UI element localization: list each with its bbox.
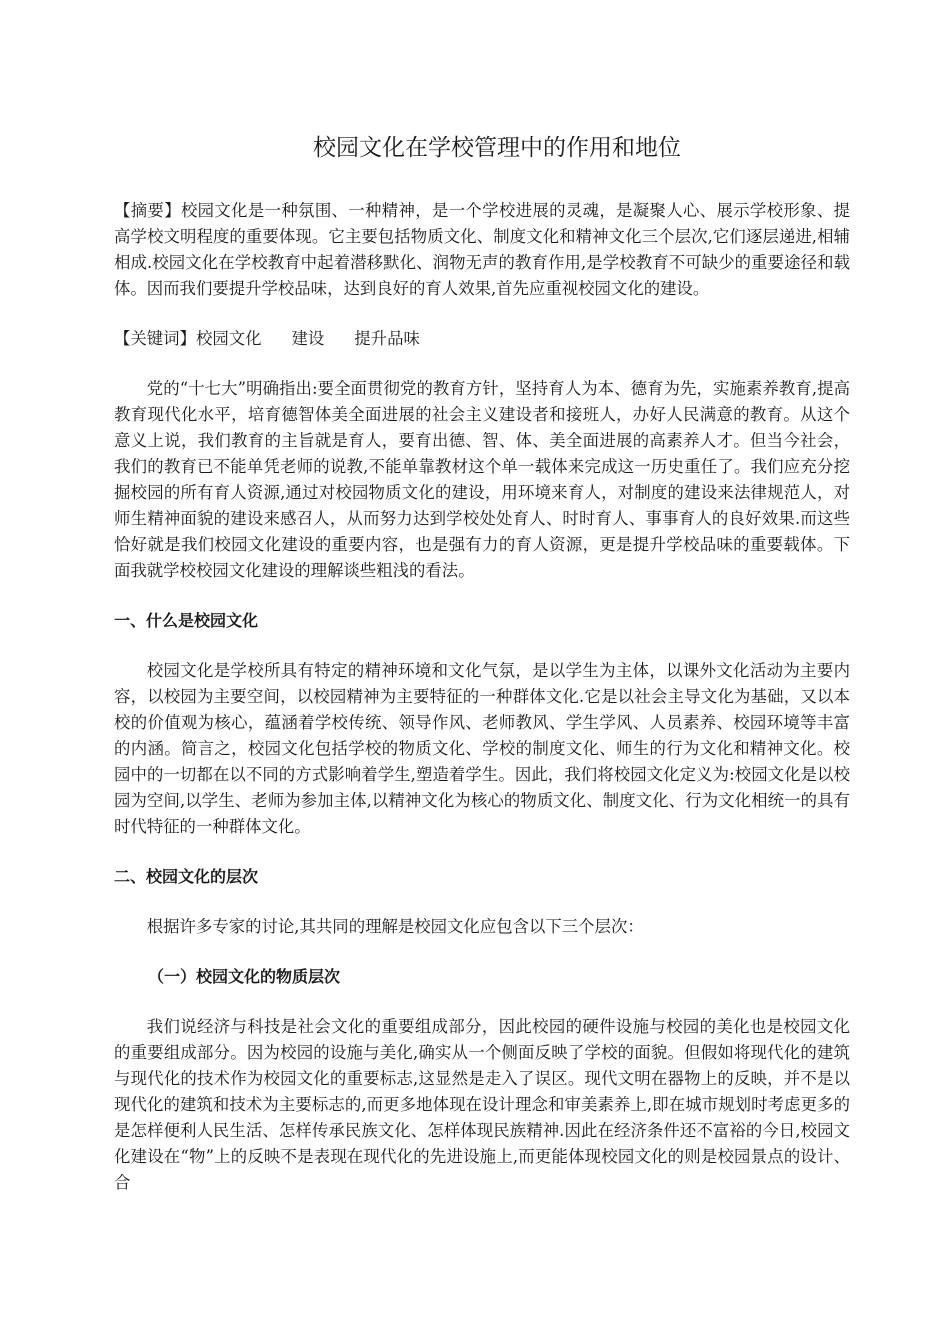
section-heading-2: 二、校园文化的层次 (114, 867, 259, 886)
subsection-heading-1: （一）校园文化的物质层次 (148, 967, 341, 986)
keyword-item: 建设 (291, 329, 325, 348)
section-2-paragraph: 根据许多专家的讨论,其共同的理解是校园文化应包含以下三个层次： (146, 917, 644, 936)
document-title: 校园文化在学校管理中的作用和地位 (313, 135, 681, 161)
keywords-label: 【关键词】 (114, 329, 196, 348)
section-1-paragraph: 校园文化是学校所具有特定的精神环境和文化气氛，是以学生为主体，以课外文化活动为主要内容，以校园为主要空间，以校园精神为主要特征的一种群体文化.它是以社会主导文化为基础，又以本校的价值观为核心，蕴涵着学校传统、领导作风、老师教风、学生学风、人员素养、校园环境等丰富的内涵。简言之，校园文化包括学校的物质文化、学校的制度文化、师生的行为文化和精神文化。校园中的一切都在以不同的方式影响着学生,塑造着学生。因此，我们将校园文化定义为:校园文化是以校园为空间,以学生、老师为参加主体,以精神文化为核心的物质文化、制度文化、行为文化相统一的具有时代特征的一种群体文化。 (114, 661, 850, 836)
abstract-paragraph: 【摘要】校园文化是一种氛围、一种精神，是一个学校进展的灵魂，是凝聚人心、展示学校形象、提高学校文明程度的重要体现。它主要包括物质文化、制度文化和精神文化三个层次,它们逐层递进,相辅相成.校园文化在学校教育中起着潜移默化、润物无声的教育作用,是学校教育不可缺少的重要途径和载体。因而我们要提升学校品味，达到良好的育人效果,首先应重视校园文化的建设。 (114, 201, 850, 298)
section-heading-1: 一、什么是校园文化 (114, 611, 259, 630)
document-page (114, 128, 850, 1220)
keyword-item: 提升品味 (354, 329, 420, 348)
keyword-item: 校园文化 (195, 329, 262, 348)
subsection-1-paragraph: 我们说经济与科技是社会文化的重要组成部分，因此校园的硬件设施与校园的美化也是校园文化的重要组成部分。因为校园的设施与美化,确实从一个侧面反映了学校的面貌。但假如将现代化的建筑与现代化的技术作为校园文化的重要标志,这显然是走入了误区。现代文明在器物上的反映，并不是以现代化的建筑和技术为主要标志的,而更多地体现在设计理念和审美素养上,即在城市规划时考虑更多的是怎样便利人民生活、怎样传承民族文化、怎样体现民族精神.因此在经济条件还不富裕的今日,校园文化建设在“物”上的反映不是表现在现代化的先进设施上,而更能体现校园文化的则是校园景点的设计、合 (114, 1017, 850, 1192)
intro-paragraph: 党的“十七大”明确指出:要全面贯彻党的教育方针，坚持育人为本、德育为先，实施素养教育,提高教育现代化水平，培育德智体美全面进展的社会主义建设者和接班人，办好人民满意的教育。从这个意义上说，我们教育的主旨就是育人，要育出德、智、体、美全面进展的高素养人才。但当今社会，我们的教育已不能单凭老师的说教,不能单靠教材这个单一载体来完成这一历史重任了。我们应充分挖掘校园的所有育人资源,通过对校园物质文化的建设，用环境来育人，对制度的建设来法律规范人，对师生精神面貌的建设来感召人，从而努力达到学校处处育人、时时育人、事事育人的良好效果.而这些恰好就是我们校园文化建设的重要内容，也是强有力的育人资源，更是提升学校品味的重要载体。下面我就学校校园文化建设的理解谈些粗浅的看法。 (114, 379, 850, 580)
keywords-line (114, 326, 850, 352)
